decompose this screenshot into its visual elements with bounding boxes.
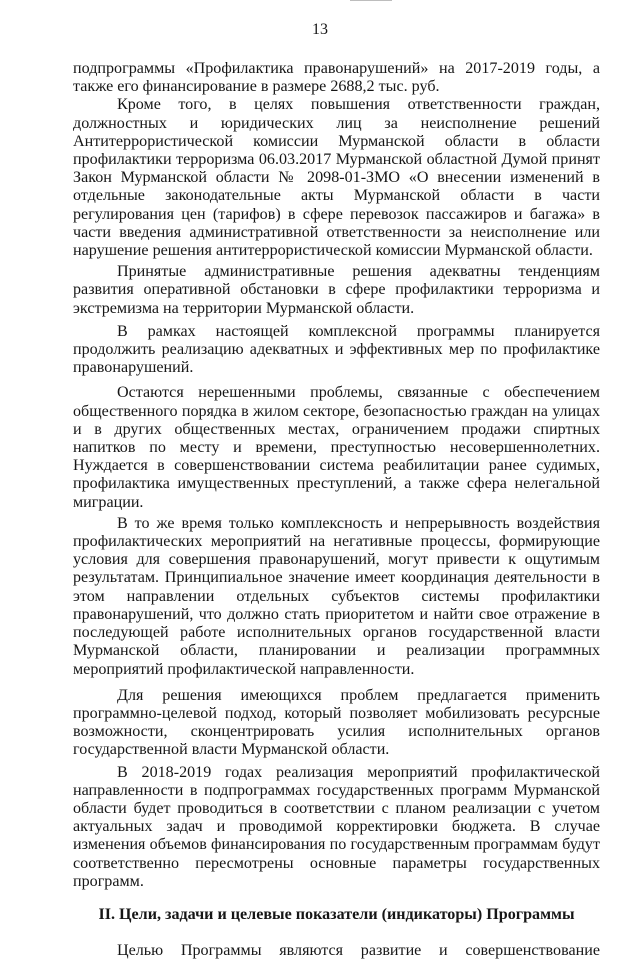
paragraph-administrative-decisions: Принятые административные решения адекватны тенденциям развития оперативной обстановки в сфере профилактики терроризма и экстремизма на территории Мурманской области.: [73, 263, 600, 317]
paragraph-program-goal: Целью Программы являются развитие и совершенствование: [117, 941, 600, 959]
paragraph-unsolved-problems: Остаются нерешенными проблемы, связанные с обеспечением общественного порядка в жилом секторе, безопасностью граждан на улицах и в других общественных местах, ограничением продажи спиртных напитков по месту и времени, преступностью несовершеннолетних. Нуждается в совершенствовании система реабилитации ранее судимых, профилактика имущественных преступлений, а также сфера нелегальной миграции.: [73, 384, 600, 511]
page-number: 13: [312, 21, 328, 38]
scan-artifact-line: [350, 0, 392, 1]
document-body: [73, 60, 600, 960]
paragraph-law-responsibility: Кроме того, в целях повышения ответственности граждан, должностных и юридических лиц за неисполнение решений Антитеррористической комиссии Мурманской области в области профилактики терроризма 06.03.2017 Мурманской областной Думой принят Закон Мурманской области № 2098-01-ЗМО «О внесении изменений в отдельные законодательные акты Мурманской области в части регулирования цен (тарифов) в сфере перевозок пассажиров и багажа» в части введения административной ответственности за неисполнение или нарушение решения антитеррористической комиссии Мурманской области.: [73, 96, 600, 260]
section-heading: II. Цели, задачи и целевые показатели (индикаторы) Программы: [98, 905, 575, 923]
paragraph-complex-approach: В то же время только комплексность и непрерывность воздействия профилактических мероприятий на негативные процессы, формирующие условия для совершения правонарушений, могут привести к ощутимым результатам. Принципиальное значение имеет координация деятельности в этом направлении отдельных субъектов системы профилактики правонарушений, что должно стать приоритетом и найти свое отражение в последующей работе исполнительных органов государственной власти Мурманской области, планировании и реализации программных мероприятий профилактической направленности.: [73, 514, 600, 678]
paragraph-program-target-approach: Для решения имеющихся проблем предлагается применить программно-целевой подход, который позволяет мобилизовать ресурсные возможности, сконцентрировать усилия исполнительных органов государственной власти Мурманской области.: [73, 686, 600, 759]
paragraph-2018-2019-implementation: В 2018-2019 годах реализация мероприятий профилактической направленности в подпрограммах государственных программ Мурманской области будет проводиться в соответствии с планом реализации с учетом актуальных задач и проводимой корректировки бюджета. В случае изменения объемов финансирования по государственным программам будут соответственно пересмотрены основные параметры государственных программ.: [73, 763, 600, 890]
paragraph-program-measures: В рамках настоящей комплексной программы планируется продолжить реализацию адекватных и эффективных мер по профилактике правонарушений.: [73, 322, 600, 377]
paragraph-subprogram-financing: подпрограммы «Профилактика правонарушений» на 2017-2019 годы, а также его финансирование в размере 2688,2 тыс. руб.: [73, 60, 600, 96]
